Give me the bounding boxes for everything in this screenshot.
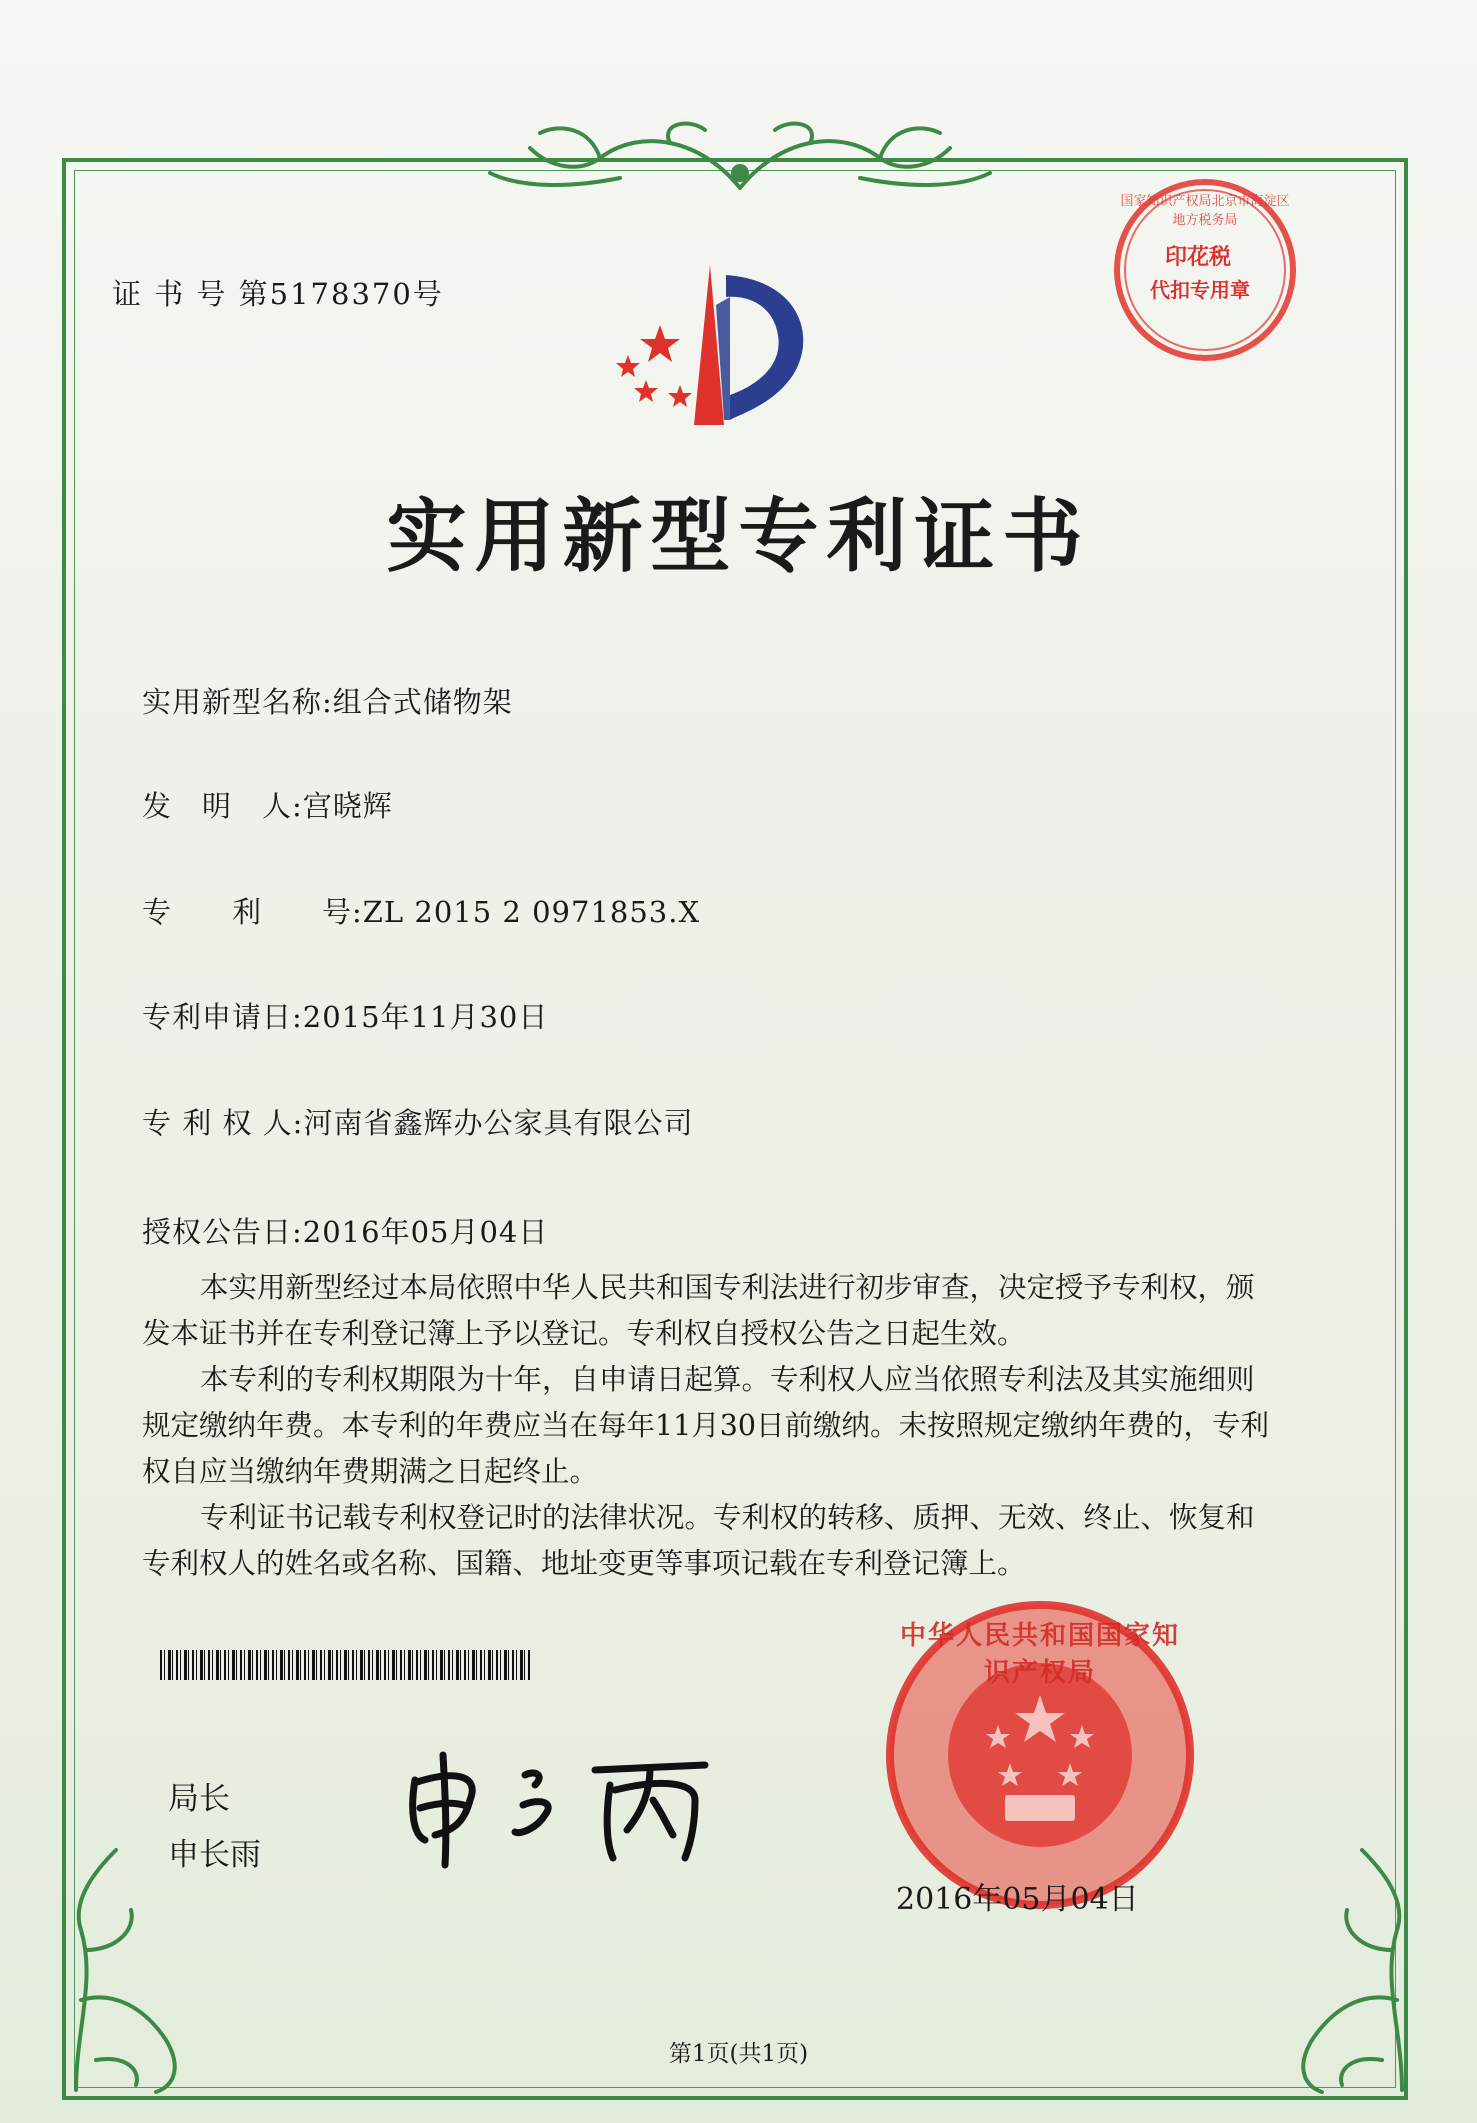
top-right-seal-center-line2: 代扣专用章: [1150, 278, 1250, 302]
certificate-number: 证 书 号 第5178370号: [112, 277, 444, 311]
certificate-title: 实用新型专利证书: [386, 490, 1091, 583]
top-floral-ornament-icon: [470, 118, 1010, 208]
field-value: ZL 2015 2 0971853.X: [362, 895, 701, 929]
field-label: 授权公告日:: [142, 1215, 303, 1249]
field-utility-model-name: [142, 680, 513, 721]
field-grant-date: [142, 1210, 548, 1251]
barcode: [160, 1650, 532, 1680]
field-inventor: [142, 784, 393, 825]
field-label: 实用新型名称:: [142, 685, 333, 719]
patent-office-logo-icon: [598, 255, 828, 435]
field-value: 2016年05月04日: [302, 1215, 549, 1249]
seal-date: 2016年05月04日: [896, 1882, 1139, 1917]
top-right-seal-ring-text: 国家知识产权局北京市海淀区地方税务局: [1120, 194, 1290, 228]
director-name: 申长雨: [168, 1837, 261, 1873]
handwritten-signature-icon: [395, 1740, 725, 1870]
field-value: 2015年11月30日: [302, 1000, 549, 1034]
national-seal-ring-text: 中华人民共和国国家知识产权局: [900, 1621, 1181, 1688]
top-right-seal-center-line1: 印花税: [1165, 244, 1232, 270]
field-value: 组合式储物架: [332, 685, 513, 719]
field-patent-number: [142, 890, 700, 931]
body-paragraph: 专利证书记载专利权登记时的法律状况。专利权的转移、质押、无效、终止、恢复和专利权人的姓名或名称、国籍、地址变更等事项记载在专利登记簿上。: [142, 1501, 1255, 1580]
field-value: 宫晓辉: [302, 789, 393, 823]
director-title: 局长: [168, 1781, 230, 1817]
field-label: 专 利 权 人:: [142, 1106, 304, 1140]
page-number: 第1页(共1页): [668, 2041, 809, 2067]
field-label: 发 明 人:: [142, 789, 303, 823]
field-label: 专 利 号:: [142, 895, 363, 929]
field-label: 专利申请日:: [142, 1000, 303, 1034]
certificate-body-text: [142, 1265, 1272, 1587]
field-value: 河南省鑫辉办公家具有限公司: [303, 1106, 694, 1140]
field-application-date: [142, 995, 548, 1036]
body-paragraph: 本实用新型经过本局依照中华人民共和国专利法进行初步审查，决定授予专利权，颁发本证书并在专利登记簿上予以登记。专利权自授权公告之日起生效。: [142, 1271, 1255, 1350]
body-paragraph: 本专利的专利权期限为十年，自申请日起算。专利权人应当依照专利法及其实施细则规定缴纳年费。本专利的年费应当在每年11月30日前缴纳。未按照规定缴纳年费的，专利权自应当缴纳年费期满之日起终止。: [142, 1363, 1270, 1488]
field-patentee: [142, 1101, 693, 1142]
